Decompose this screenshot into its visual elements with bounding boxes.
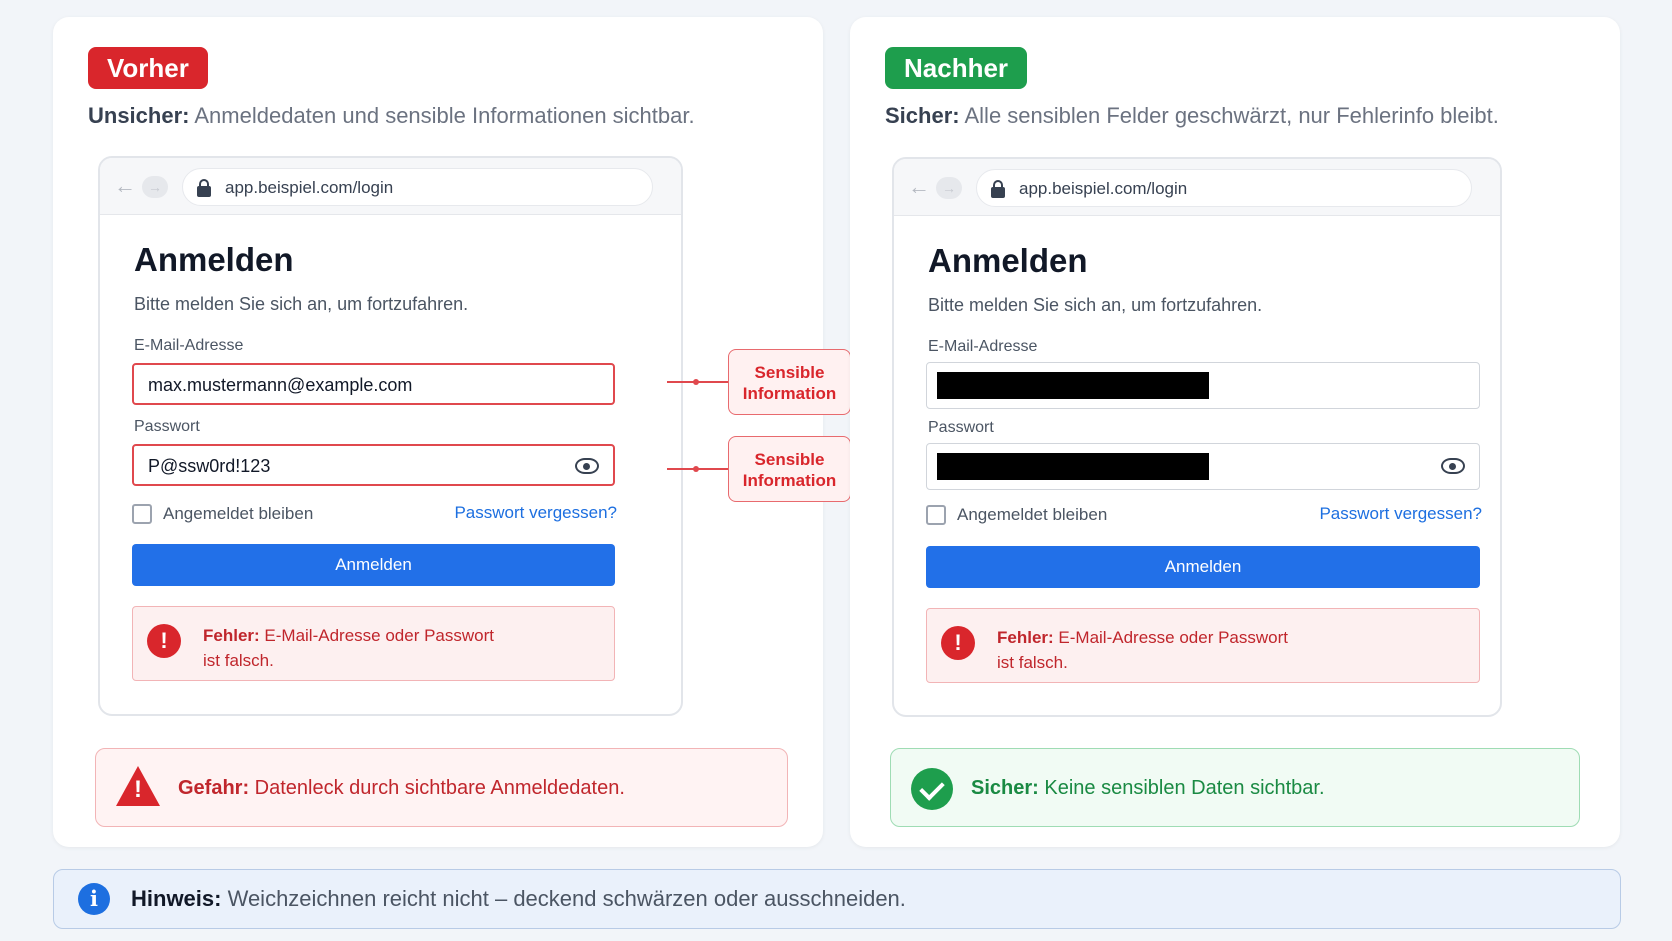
login-button[interactable]: Anmelden — [132, 544, 615, 586]
before-panel — [53, 17, 837, 847]
email-label: E-Mail-Adresse — [928, 338, 1038, 355]
after-description — [885, 103, 1499, 129]
before-desc-text: Anmeldedaten und sensible Informationen sichtbar. — [189, 103, 695, 128]
eye-icon[interactable] — [1441, 458, 1465, 474]
eye-icon[interactable] — [575, 458, 599, 474]
error-bold: Fehler: — [997, 628, 1054, 647]
after-badge: Nachher — [885, 47, 1027, 89]
browser-toolbar — [894, 159, 1500, 216]
password-label: Passwort — [134, 418, 200, 435]
before-description — [88, 103, 695, 129]
success-alert-text — [971, 777, 1325, 800]
address-bar[interactable] — [182, 168, 653, 206]
redaction-bar — [937, 372, 1209, 399]
hint-text — [131, 886, 906, 912]
exclamation-circle-icon: ! — [941, 626, 975, 660]
error-bold: Fehler: — [203, 626, 260, 645]
login-button[interactable]: Anmelden — [926, 546, 1480, 588]
error-line1: E-Mail-Adresse oder Passwort — [259, 626, 494, 645]
redaction-bar — [937, 453, 1209, 480]
check-circle-icon — [911, 768, 953, 810]
exclamation-circle-icon: ! — [147, 624, 181, 658]
back-arrow-icon[interactable]: ← — [114, 173, 136, 198]
form-title: Anmelden — [134, 241, 294, 278]
success-alert-message: Keine sensiblen Daten sichtbar. — [1038, 777, 1325, 799]
password-field[interactable] — [132, 444, 615, 486]
lock-icon — [197, 179, 211, 197]
before-desc-bold: Unsicher: — [88, 103, 190, 128]
hint-bar — [53, 869, 1621, 929]
remember-label: Angemeldet bleiben — [957, 505, 1108, 524]
error-message — [132, 606, 615, 681]
info-circle-icon: i — [78, 883, 110, 915]
error-text — [203, 623, 494, 673]
hint-message: Weichzeichnen reicht nicht – deckend schwärzen oder ausschneiden. — [221, 886, 906, 911]
callout-line2: Information — [742, 384, 837, 403]
remember-label: Angemeldet bleiben — [163, 504, 314, 523]
callout-connector-password — [667, 468, 728, 470]
error-message — [926, 608, 1480, 683]
remember-row — [134, 501, 617, 527]
error-text — [997, 625, 1288, 675]
after-browser-window — [892, 157, 1502, 717]
after-panel — [850, 17, 1620, 847]
password-label: Passwort — [928, 419, 994, 436]
address-bar[interactable] — [976, 169, 1472, 207]
form-subtitle: Bitte melden Sie sich an, um fortzufahren. — [134, 294, 469, 314]
password-field[interactable] — [926, 443, 1480, 490]
after-desc-text: Alle sensiblen Felder geschwärzt, nur Fehlerinfo bleibt. — [959, 103, 1499, 128]
forgot-password-link[interactable]: Passwort vergessen? — [454, 503, 617, 522]
forward-arrow-icon[interactable]: → — [142, 176, 168, 198]
remember-checkbox[interactable] — [926, 505, 946, 525]
browser-toolbar — [100, 158, 681, 215]
lock-icon — [991, 180, 1005, 198]
callout-line1: Sensible — [754, 450, 825, 469]
password-value: P@ssw0rd!123 — [148, 456, 271, 476]
error-line1: E-Mail-Adresse oder Passwort — [1053, 628, 1288, 647]
error-line2: ist falsch. — [997, 653, 1068, 672]
danger-alert — [95, 748, 788, 827]
before-badge: Vorher — [88, 47, 208, 89]
sensitive-callout-email — [728, 349, 851, 415]
sensitive-callout-password — [728, 436, 851, 502]
url-text: app.beispiel.com/login — [1019, 179, 1188, 198]
before-browser-window — [98, 156, 683, 716]
form-title: Anmelden — [928, 242, 1088, 279]
success-alert — [890, 748, 1580, 827]
success-alert-bold: Sicher: — [971, 777, 1039, 799]
forgot-password-link[interactable]: Passwort vergessen? — [1319, 504, 1482, 523]
email-field[interactable]: max.mustermann@example.com — [132, 363, 615, 405]
hint-bold: Hinweis: — [131, 886, 222, 911]
url-text: app.beispiel.com/login — [225, 178, 394, 197]
warning-triangle-icon: ! — [116, 766, 160, 806]
remember-checkbox[interactable] — [132, 504, 152, 524]
callout-connector-email — [667, 381, 728, 383]
danger-alert-message: Datenleck durch sichtbare Anmeldedaten. — [249, 777, 625, 799]
email-field[interactable] — [926, 362, 1480, 409]
callout-line1: Sensible — [754, 363, 825, 382]
after-desc-bold: Sicher: — [885, 103, 960, 128]
remember-row — [928, 502, 1482, 528]
form-subtitle: Bitte melden Sie sich an, um fortzufahren. — [928, 295, 1263, 315]
email-label: E-Mail-Adresse — [134, 337, 244, 354]
danger-alert-bold: Gefahr: — [178, 777, 250, 799]
forward-arrow-icon[interactable]: → — [936, 177, 962, 199]
callout-line2: Information — [742, 471, 837, 490]
error-line2: ist falsch. — [203, 651, 274, 670]
danger-alert-text — [178, 777, 625, 800]
back-arrow-icon[interactable]: ← — [908, 174, 930, 199]
